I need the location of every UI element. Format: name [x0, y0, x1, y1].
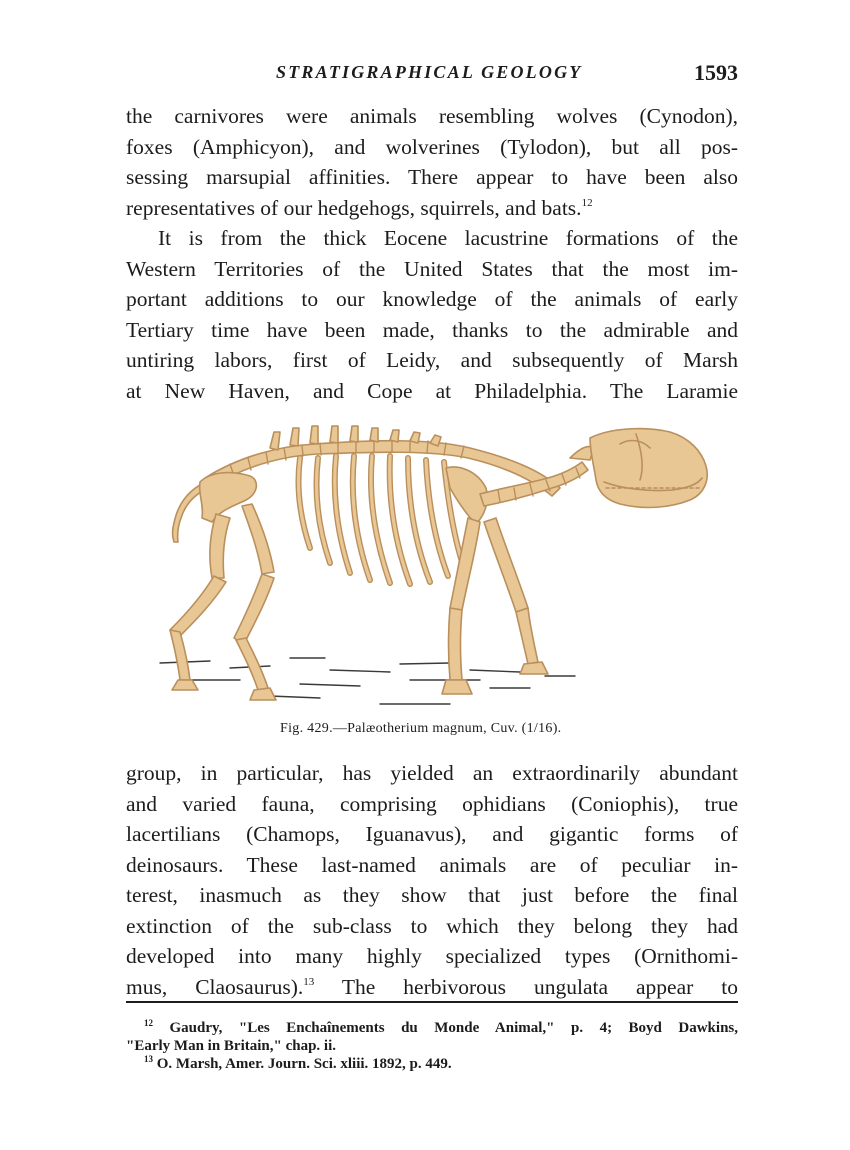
text-line: extinction of the sub-class to which they belong they had [126, 913, 738, 938]
text-line: terest, inasmuch as they show that just before the final [126, 883, 738, 907]
text-line: group, in particular, has yielded an extraordinarily abundant [126, 761, 738, 785]
footnote-12-continued: "Early Man in Britain," chap. ii. [126, 1038, 337, 1054]
text-line: foxes (Amphicyon), and wolverines (Tylodon), but all pos- [126, 134, 738, 159]
footnote-ref: 12 [581, 196, 593, 209]
footnote-divider [126, 1001, 738, 1003]
text-line: lacertilians (Chamops, Iguanavus), and gigantic forms of [126, 822, 738, 846]
paragraph-bottom [126, 758, 738, 1002]
page-number: 1593 [694, 60, 738, 85]
text-line: developed into many highly specialized types (Ornithomi- [126, 944, 738, 968]
running-head [126, 60, 738, 88]
text-line: portant additions to our knowledge of the animals of early [126, 287, 738, 311]
text-line: and varied fauna, comprising ophidians (Coniophis), true [126, 791, 738, 816]
footnote-13: $^{13}$ O. Marsh, Amer. Journ. Sci. xliii. 1892, p. 449. [144, 1054, 452, 1072]
footnote-ref: 13 [303, 975, 315, 988]
text-line: the carnivores were animals resembling wolves (Cynodon), [126, 104, 738, 128]
text-line: Tertiary time have been made, thanks to the admirable and [126, 317, 738, 342]
text-line: Western Territories of the United States that the most im- [126, 256, 738, 281]
text-line: representatives of our hedgehogs, squirrels, and bats.$^{12}$ [126, 195, 593, 220]
text-line: It is from the thick Eocene lacustrine formations of the [158, 226, 738, 250]
figure-caption: Fig. 429.—Palæotherium magnum, Cuv. (1/16). [280, 721, 562, 736]
running-title: STRATIGRAPHICAL GEOLOGY [276, 62, 583, 82]
text-line: sessing marsupial affinities. There appear to have been also [126, 165, 738, 189]
text-line: at New Haven, and Cope at Philadelphia. The Laramie [126, 378, 738, 403]
text-line: untiring labors, first of Leidy, and subsequently of Marsh [126, 348, 738, 372]
skeleton-illustration [150, 418, 720, 718]
footnotes [126, 1019, 738, 1073]
footnote-mark: 13 [144, 1054, 153, 1064]
skeleton-figure [150, 418, 720, 718]
text-line: mus, Claosaurus).$^{13}$ The herbivorous ungulata appear to [126, 974, 738, 999]
text-line: deinosaurs. These last-named animals are of peculiar in- [126, 852, 738, 877]
footnote-12: $^{12}$ Gaudry, "Les Enchaînements du Monde Animal," p. 4; Boyd Dawkins, [144, 1018, 738, 1036]
paragraph-top [126, 101, 738, 406]
footnote-mark: 12 [144, 1018, 153, 1028]
